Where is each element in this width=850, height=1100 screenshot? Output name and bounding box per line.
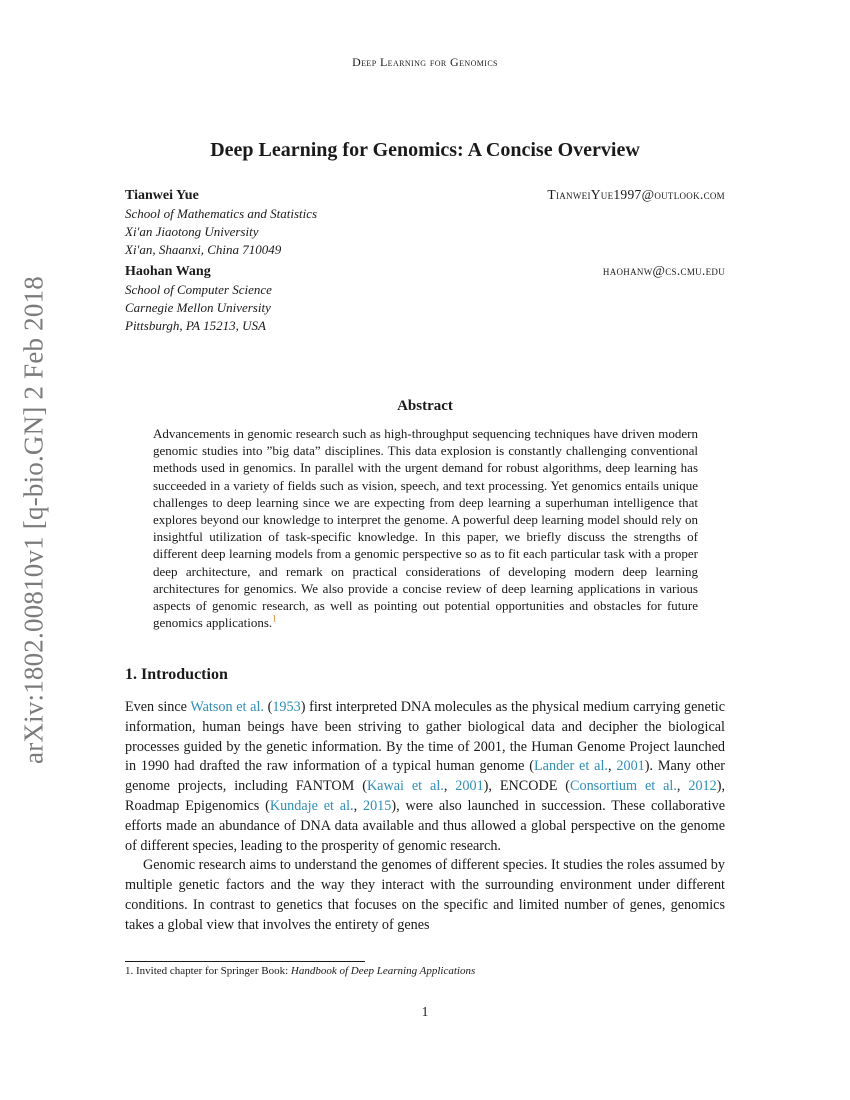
body-text: ( — [263, 699, 273, 715]
author-affiliation-line: Xi'an, Shaanxi, China 710049 — [125, 242, 282, 257]
body-text: ), were also launched in succession. These collaborative efforts made an abundance of DNA data available and thus allowed a global perspective on the genome of different species, leading to the prosperity of genomic research. — [125, 797, 725, 854]
body-text: , — [607, 758, 617, 775]
footnote-marker-link[interactable]: 1 — [272, 613, 277, 624]
author-name: Tianwei Yue — [125, 188, 199, 203]
footnote-text: Invited chapter for Springer Book: — [133, 965, 291, 977]
body-text: , — [676, 778, 689, 795]
citation-link[interactable]: Watson et al. — [190, 699, 264, 715]
running-head: Deep Learning for Genomics — [352, 55, 498, 69]
author-affiliation-line: School of Computer Science — [125, 282, 272, 297]
abstract-text — [153, 425, 698, 631]
citation-year-link[interactable]: 1953 — [272, 699, 301, 715]
page-number: 1 — [421, 1004, 429, 1019]
footnote-book-title: Handbook of Deep Learning Applications — [290, 965, 476, 977]
footnote — [125, 965, 725, 977]
author-block-1 — [125, 186, 725, 259]
author-email[interactable]: haohanw@cs.cmu.edu — [602, 263, 725, 278]
body-text: , — [443, 778, 456, 795]
author-affiliation-line: Carnegie Mellon University — [125, 300, 271, 315]
citation-year-link[interactable]: 2012 — [688, 778, 717, 795]
introduction-paragraph-2: Genomic research aims to understand the genomes of different species. It studies the roles assumed by multiple genetic factors and the way they interact with the surrounding environment under different conditions. In contrast to genetics that focuses on the specific and limited number of genes, genomics takes a global view that involves the entirety of genes — [125, 857, 725, 933]
citation-year-link[interactable]: 2001 — [455, 778, 484, 795]
citation-link[interactable]: Lander et al. — [534, 758, 608, 775]
introduction-paragraph-1 — [125, 698, 725, 856]
author-affiliation-line: Pittsburgh, PA 15213, USA — [125, 318, 266, 333]
citation-year-link[interactable]: 2015 — [362, 797, 392, 814]
body-text: ), ENCODE ( — [483, 778, 571, 795]
body-text: Even since — [125, 699, 191, 715]
author-block-2 — [125, 262, 725, 335]
abstract-heading: Abstract — [397, 398, 453, 414]
author-affiliation-line: School of Mathematics and Statistics — [125, 206, 318, 221]
citation-link[interactable]: Consortium et al. — [570, 778, 677, 795]
author-affiliation-line: Xi'an Jiaotong University — [125, 224, 259, 239]
body-text: ), Roadmap Epigenomics ( — [125, 778, 726, 814]
body-text: ) first interpreted DNA molecules as the physical medium carrying genetic information, human beings have been striving to gather biological data and decipher the biological processes guided by the genetic information. By the time of 2001, the Human Genome Project launched in 1990 had drafted the raw information of a typical human genome ( — [125, 699, 725, 775]
citation-link[interactable]: Kawai et al. — [366, 778, 444, 795]
footnote-number: 1. — [125, 965, 134, 977]
arxiv-identifier-stamp: arXiv:1802.00810v1 [q-bio.GN] 2 Feb 2018 — [18, 276, 49, 764]
introduction-body — [125, 698, 725, 936]
footnote-divider — [125, 961, 365, 962]
body-text: ). Many other genome projects, including FANTOM ( — [125, 758, 726, 795]
citation-year-link[interactable]: 2001 — [616, 758, 645, 775]
body-text: , — [353, 797, 363, 814]
author-name: Haohan Wang — [125, 264, 211, 279]
section-heading-introduction: 1. Introduction — [125, 666, 228, 683]
author-email[interactable]: TianweiYue1997@outlook.com — [547, 187, 725, 202]
citation-link[interactable]: Kundaje et al. — [269, 797, 354, 814]
abstract-body-text: Advancements in genomic research such as high-throughput sequencing techniques have driven modern genomic studies into ”big data” disciplines. This data explosion is constantly challenging conventional methods used in genomics. In parallel with the urgent demand for robust algorithms, deep learning has succeeded in a variety of fields such as vision, speech, and text processing. Yet genomics entails unique challenges to deep learning since we are expecting from deep learning a superhuman intelligence that explores beyond our knowledge to interpret the genome. A powerful deep learning model should rely on insightful utilization of task-specific knowledge. In this paper, we briefly discuss the strengths of different deep learning models from a genomic perspective so as to fit each particular task with a proper deep architecture, and remark on practical considerations of developing modern deep learning architectures for genomics. We also provide a concise review of deep learning applications in various aspects of genomic research, as well as pointing out potential opportunities and obstacles for future genomics applications. — [153, 426, 698, 631]
paper-title: Deep Learning for Genomics: A Concise Overview — [210, 139, 640, 161]
